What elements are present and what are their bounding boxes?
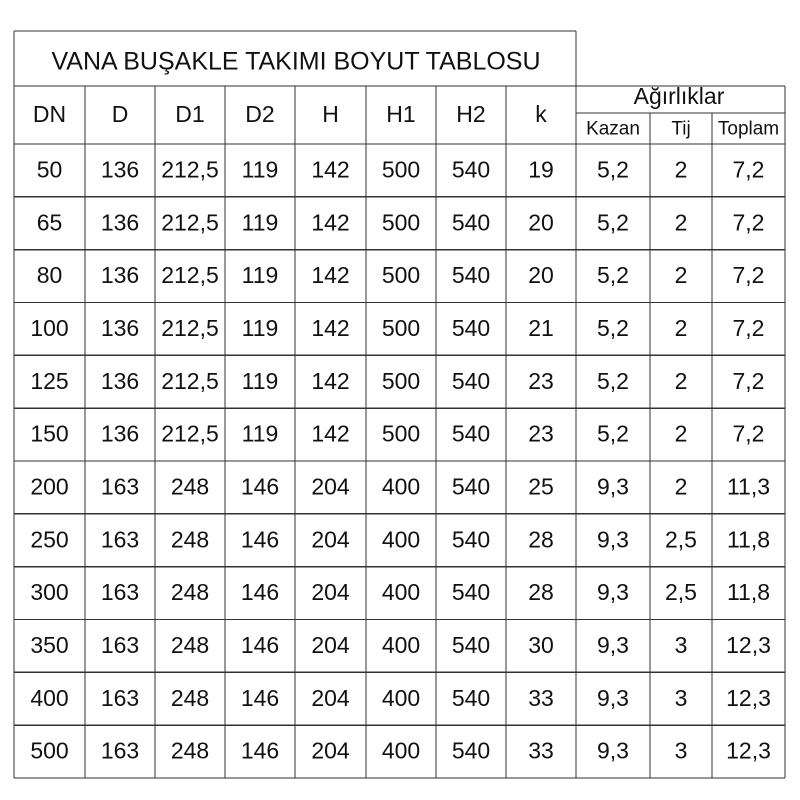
- table-cell: 212,5: [161, 156, 219, 183]
- table-cell: 9,3: [597, 526, 629, 553]
- table-cell: 80: [36, 262, 63, 289]
- table-cell: 163: [100, 473, 140, 500]
- table-cell: 212,5: [161, 209, 219, 236]
- table-cell: 540: [451, 156, 491, 183]
- table-cell: 142: [311, 420, 350, 447]
- table-cell: 163: [100, 737, 140, 764]
- table-cell: 7,2: [732, 420, 765, 447]
- table-cell: 212,5: [161, 420, 219, 447]
- table-cell: 142: [311, 156, 350, 183]
- table-cell: 163: [100, 631, 140, 658]
- table-cell: 2: [674, 314, 688, 341]
- table-cell: 146: [240, 579, 280, 606]
- table-cell: 50: [36, 156, 63, 183]
- table-cell: 540: [451, 367, 491, 394]
- table-cell: 248: [170, 684, 210, 711]
- table-cell: 11,8: [726, 526, 771, 553]
- weights-header-kazan: Kazan: [586, 118, 640, 140]
- table-cell: 30: [528, 631, 554, 658]
- weights-header-toplam: Toplam: [717, 118, 780, 140]
- table-cell: 65: [36, 209, 63, 236]
- table-cell: 248: [170, 631, 210, 658]
- table-cell: 5,2: [597, 420, 629, 447]
- table-cell: 540: [451, 737, 491, 764]
- table-cell: 540: [451, 262, 491, 289]
- table-cell: 146: [240, 631, 280, 658]
- table-cell: 248: [170, 526, 210, 553]
- table-text: [30, 48, 779, 764]
- table-cell: 540: [451, 314, 491, 341]
- table-cell: 142: [311, 209, 350, 236]
- table-cell: 146: [240, 737, 280, 764]
- table-cell: 540: [451, 473, 491, 500]
- table-cell: 119: [241, 314, 279, 341]
- table-cell: 400: [30, 684, 69, 711]
- table-cell: 400: [381, 684, 421, 711]
- table-cell: 136: [100, 367, 140, 394]
- table-cell: 150: [30, 420, 69, 447]
- table-cell: 204: [311, 631, 350, 658]
- table-cell: 21: [528, 314, 554, 341]
- table-cell: 33: [528, 737, 554, 764]
- table-cell: 5,2: [597, 314, 629, 341]
- table-cell: 540: [451, 209, 491, 236]
- table-cell: 19: [528, 156, 554, 183]
- table-cell: 212,5: [161, 367, 219, 394]
- table-cell: 146: [240, 473, 280, 500]
- table-cell: 400: [381, 737, 421, 764]
- table-cell: 540: [451, 420, 491, 447]
- table-cell: 540: [451, 579, 491, 606]
- table-cell: 540: [451, 684, 491, 711]
- table-cell: 12,3: [726, 737, 771, 764]
- table-cell: 2: [674, 156, 688, 183]
- table-cell: 125: [30, 367, 69, 394]
- table-cell: 20: [528, 262, 554, 289]
- table-cell: 119: [241, 262, 279, 289]
- table-cell: 500: [381, 314, 421, 341]
- table-cell: 11,8: [726, 579, 771, 606]
- table-cell: 250: [30, 526, 69, 553]
- table-cell: 5,2: [597, 262, 629, 289]
- table-cell: 28: [528, 526, 554, 553]
- table-cell: 204: [311, 526, 350, 553]
- table-cell: 2: [674, 262, 688, 289]
- table-cell: 500: [381, 420, 421, 447]
- table-cell: 9,3: [597, 684, 629, 711]
- table-cell: 119: [241, 367, 279, 394]
- table-cell: 9,3: [597, 579, 629, 606]
- table-cell: 204: [311, 684, 350, 711]
- table-cell: 300: [30, 579, 69, 606]
- table-cell: 400: [381, 579, 421, 606]
- weights-group-header: Ağırlıklar: [633, 83, 725, 110]
- table-cell: 3: [674, 684, 688, 711]
- table-cell: 12,3: [726, 684, 771, 711]
- column-header-d: D: [111, 101, 129, 128]
- table-cell: 540: [451, 526, 491, 553]
- weights-header-tij: Tij: [671, 118, 691, 140]
- table-cell: 2,5: [665, 579, 697, 606]
- table-cell: 200: [30, 473, 69, 500]
- table-cell: 5,2: [597, 156, 629, 183]
- table-cell: 28: [528, 579, 554, 606]
- table-grid: [14, 31, 785, 778]
- table-cell: 248: [170, 737, 210, 764]
- column-header-d2: D2: [245, 101, 275, 128]
- table-cell: 12,3: [726, 631, 771, 658]
- column-header-dn: DN: [32, 101, 67, 128]
- table-cell: 500: [381, 156, 421, 183]
- table-cell: 7,2: [732, 314, 765, 341]
- table-cell: 204: [311, 473, 350, 500]
- table-cell: 7,2: [732, 262, 765, 289]
- table-cell: 350: [30, 631, 69, 658]
- table-cell: 25: [528, 473, 554, 500]
- table-cell: 2: [674, 420, 688, 447]
- table-cell: 248: [170, 579, 210, 606]
- table-cell: 136: [100, 209, 140, 236]
- table-cell: 9,3: [597, 631, 629, 658]
- column-header-h: H: [322, 101, 339, 128]
- table-cell: 136: [100, 314, 140, 341]
- table-cell: 5,2: [597, 209, 629, 236]
- table-cell: 163: [100, 684, 140, 711]
- table-cell: 400: [381, 473, 421, 500]
- column-header-h2: H2: [456, 101, 486, 128]
- table-cell: 9,3: [597, 473, 629, 500]
- table-cell: 2: [674, 367, 688, 394]
- table-cell: 7,2: [732, 367, 765, 394]
- table-cell: 248: [170, 473, 210, 500]
- table-cell: 136: [100, 156, 140, 183]
- table-cell: 400: [381, 631, 421, 658]
- table-cell: 23: [528, 367, 554, 394]
- table-cell: 3: [674, 737, 688, 764]
- table-cell: 136: [100, 420, 140, 447]
- table-cell: 33: [528, 684, 554, 711]
- table-cell: 400: [381, 526, 421, 553]
- table-cell: 136: [100, 262, 140, 289]
- table-cell: 212,5: [161, 262, 219, 289]
- table-cell: 3: [674, 631, 688, 658]
- table-cell: 100: [30, 314, 69, 341]
- table-cell: 5,2: [597, 367, 629, 394]
- table-cell: 212,5: [161, 314, 219, 341]
- table-cell: 163: [100, 526, 140, 553]
- table-cell: 9,3: [597, 737, 629, 764]
- table-cell: 119: [241, 156, 279, 183]
- table-cell: 500: [381, 262, 421, 289]
- table-cell: 142: [311, 367, 350, 394]
- table-cell: 204: [311, 579, 350, 606]
- column-header-d1: D1: [175, 101, 205, 128]
- table-cell: 2: [674, 209, 688, 236]
- table-cell: 500: [381, 367, 421, 394]
- column-header-h1: H1: [386, 101, 416, 128]
- table-cell: 2,5: [665, 526, 697, 553]
- table-cell: 7,2: [732, 209, 765, 236]
- table-cell: 142: [311, 314, 350, 341]
- table-cell: 500: [381, 209, 421, 236]
- table-title: VANA BUŞAKLE TAKIMI BOYUT TABLOSU: [51, 47, 541, 76]
- table-cell: 540: [451, 631, 491, 658]
- table-cell: 23: [528, 420, 554, 447]
- table-cell: 2: [674, 473, 688, 500]
- table-cell: 119: [241, 420, 279, 447]
- table-cell: 500: [30, 737, 69, 764]
- table-cell: 20: [528, 209, 554, 236]
- table-cell: 146: [240, 526, 280, 553]
- table-cell: 146: [240, 684, 280, 711]
- table-cell: 119: [241, 209, 279, 236]
- column-header-k: k: [535, 101, 547, 128]
- table-cell: 204: [311, 737, 350, 764]
- table-cell: 163: [100, 579, 140, 606]
- table-cell: 7,2: [732, 156, 765, 183]
- table-cell: 11,3: [726, 473, 771, 500]
- table-cell: 142: [311, 262, 350, 289]
